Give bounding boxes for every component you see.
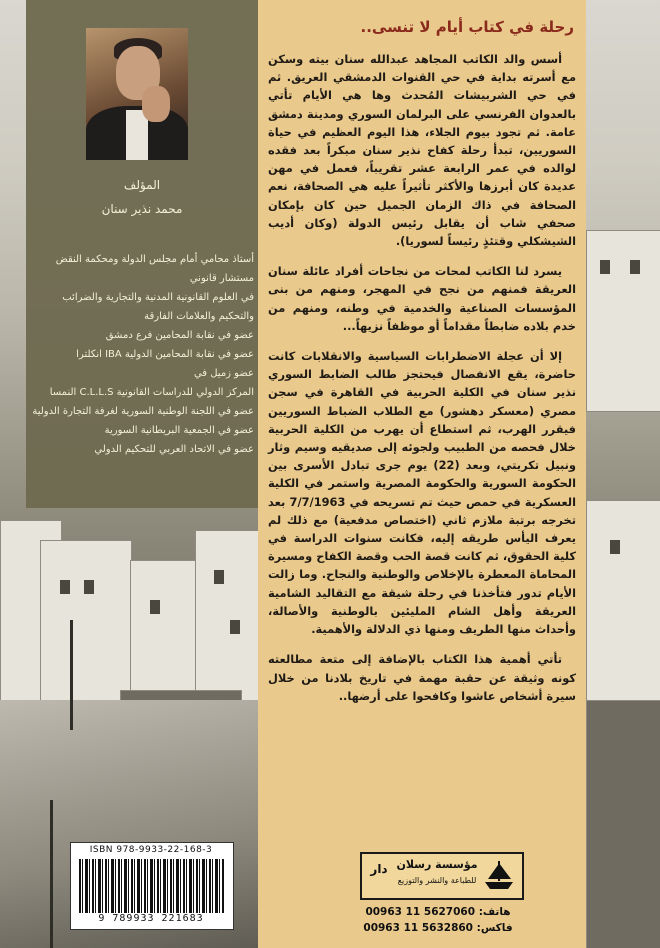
fax-line [338, 920, 538, 936]
building [586, 500, 660, 702]
author-name: محمد نذير سنان [101, 202, 183, 216]
phone-label: هاتف: [478, 906, 511, 918]
bio-line: أستاذ محامي أمام مجلس الدولة ومحكمة النقض [55, 254, 254, 265]
bio-line: عضو في الاتحاد العربي للتحكيم الدولي [94, 444, 254, 455]
building [586, 230, 660, 412]
publisher-dar: دار [370, 862, 388, 876]
synopsis-paragraph: إلا أن عجلة الاضطرابات السياسية والانقلابات كانت حاضرة، يقع الانفصال فيحتجز طالب الضابط السوري نذير سنان في الكلية الحربية في القاهرة في سجن مصري (معسكر دهشور) مع الطلاب الضباط السوريين فيقرر الهرب، ثم استطاع أن يهرب من الكلية الحربية خلال فحصه من الطبيب ولجوئه إلى صديقيه وسيم وثار ونبيل تكريتي، وبعد (22) يوم جرى تبادل الأسرى بين الحكومة السورية والحكومة المصرية واستمر في الكلية العسكرية في حمص حيث تم تسريحه في 7/7/1963 بعد تخرجه برتبة ملازم ثاني (اختصاص مدفعية) مع ذلك لم يعرف اليأس طريقه إليه، فكانت سنوات الدراسة في كلية الحقوق، ثم كانت قصة الحب وقصة الكفاح ومسيرة المحاماة المعطرة بالإخلاص والوطنية والنجاح. وما زالت الأيام تدور فتأخذنا في رحلة شيقة مع التقاليد الشامية العريقة وأهل الشام المليئين بالوطنية والأصالة، وأحداث منها الطريف ومنها ذي الدلالة والأهمية. [268, 349, 577, 637]
author-portrait [86, 28, 188, 160]
lamp-pole [70, 620, 73, 730]
building [586, 700, 660, 948]
fax-label: فاكس: [476, 922, 513, 934]
ship-icon [482, 858, 516, 892]
author-label: المؤلف [123, 178, 161, 192]
fax-number: 00963 11 5632860 [363, 922, 473, 934]
bio-line: عضو في نقابة المحامين الدولية IBA انكلترا [76, 349, 254, 360]
barcode-icon [79, 859, 225, 913]
publisher-contact [338, 904, 538, 936]
bio-line: عضو في الجمعية البريطانية السورية [104, 425, 254, 436]
author-bio [34, 250, 254, 459]
synopsis-paragraph: تأتي أهمية هذا الكتاب بالإضافة إلى متعة مطالعته كونه وثيقة عن حقبة مهمة في تاريخ بلادنا من خلال سيرة أشخاص عاشوا وكافحوا على أرضها.. [268, 652, 576, 703]
publisher-tagline: للطباعة والنشر والتوزيع [397, 876, 477, 885]
publisher-logo [360, 852, 524, 900]
bio-line: عضو في اللجنة الوطنية السورية لغرفة التجارة الدولية [32, 406, 254, 417]
bio-line: مستشار قانوني [189, 273, 254, 284]
bio-line: عضو زميل في [193, 368, 254, 379]
isbn-barcode [70, 842, 234, 930]
bio-line: في العلوم القانونية المدنية والتجارية والضرائب [62, 292, 254, 303]
phone-line [338, 904, 538, 920]
bio-line: المركز الدولي للدراسات القانونية C.L.L.S النمسا [49, 387, 254, 398]
synopsis-body [268, 50, 576, 717]
synopsis-paragraph: يسرد لنا الكاتب لمحات من نجاحات أفراد عائلة سنان العريقة فمنهم من نجح في المهجر، ومنهم من بنى المؤسسات الصناعية والخدمية في وطنه، ومنهم من خدم بلاده ضابطاً مقداماً أو موظفاً نزيهاً... [268, 264, 576, 333]
building [40, 540, 132, 702]
synopsis-paragraph: أسس والد الكاتب المجاهد عبدالله سنان بيته وسكن مع أسرته بداية في حي القنوات الدمشقي العريق. ثم في حي الشربيشات المُحدث وها هي الأيام تأتي بالعدوان الفرنسي على البرلمان السوري ومدينة دمشق عامة. ثم تجود بيوم الجلاء، هذا اليوم العظيم في حياة السوريين، تبدأ رحلة كفاح نذير سنان مبكراً بعد فقده لوالده في عمر الرابعة عشر تقريباً، فعمل في مهن عديدة كان أبرزها والأكثر تأثيراً عليه هي الصحافة، نعم الصحافة في ذاك الزمان الجميل حين كان بإمكان صحفي شاب أن يقابل رئيس الدولة (وكان أديب الشيشكلي وقتئذٍ رئيساً لسوريا). [268, 52, 576, 249]
bio-line: عضو في نقابة المحامين فرع دمشق [105, 330, 254, 341]
publisher-name: مؤسسة رسلان [396, 858, 478, 871]
lamp-pole [50, 800, 53, 948]
isbn-label: ISBN 978-9933-22-168-3 [89, 845, 213, 855]
phone-number: 00963 11 5627060 [365, 906, 476, 918]
bio-line: والتحكيم والعلامات الفارقة [144, 311, 254, 322]
barcode-digits: 9 789933 221683 [98, 913, 204, 924]
synopsis-title: رحلة في كتاب أيام لا تنسى.. [360, 18, 574, 36]
